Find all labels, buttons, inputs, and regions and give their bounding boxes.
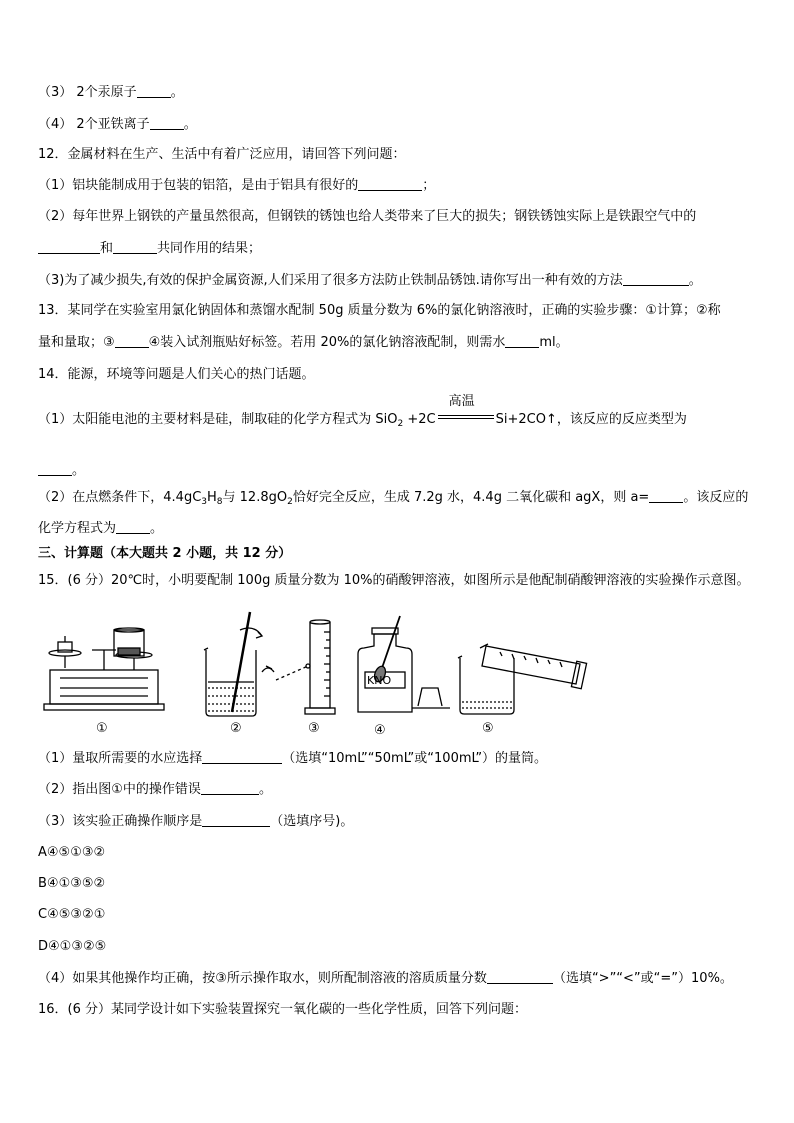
- answer-blank[interactable]: [113, 239, 157, 254]
- q12-stem: 12．金属材料在生产、生活中有着广泛应用，请回答下列问题：: [38, 147, 406, 162]
- q12-2a: （2）每年世界上钢铁的产量虽然很高，但钢铁的锈蚀也给人类带来了巨大的损失；钢铁锈蚀实际上是铁跟空气中的: [38, 209, 697, 224]
- fig-label-3: ③: [308, 721, 320, 736]
- fig-label-5: ⑤: [482, 721, 494, 736]
- q14-2b: 化学方程式为 。: [38, 521, 164, 536]
- answer-blank[interactable]: [487, 969, 553, 984]
- q15-stem: 15．(6 分）20℃时，小明要配制 100g 质量分数为 10%的硝酸钾溶液，如图所示是他配制硝酸钾溶液的实验操作示意图。: [38, 573, 750, 588]
- q15-3: （3）该实验正确操作顺序是 （选填序号)。: [38, 814, 354, 829]
- answer-blank[interactable]: [150, 115, 184, 130]
- q12-3: （3)为了减少损失,有效的保护金属资源,人们采用了很多方法防止铁制品锈蚀.请你写出一种有效的方法 。: [38, 273, 702, 288]
- answer-blank[interactable]: [202, 749, 282, 764]
- option-d[interactable]: D④①③②⑤: [38, 939, 107, 954]
- lab-procedure-figure: [40, 608, 600, 738]
- answer-blank[interactable]: [115, 333, 149, 348]
- q14-1: （1）太阳能电池的主要材料是硅，制取硅的化学方程式为 SiO$_2$ +2C 高温 Si+2CO↑，该反应的反应类型为: [38, 394, 687, 429]
- answer-blank[interactable]: [201, 780, 259, 795]
- answer-blank[interactable]: [38, 461, 72, 476]
- answer-blank[interactable]: [358, 176, 422, 191]
- fig-label-1: ①: [96, 721, 108, 736]
- fig-label-4: ④: [374, 723, 386, 738]
- q13-a: 13．某同学在实验室用氯化钠固体和蒸馏水配制 50g 质量分数为 6%的氯化钠溶液时，正确的实验步骤：①计算；②称: [38, 303, 721, 318]
- answer-blank[interactable]: [649, 488, 683, 503]
- q16-stem: 16．(6 分）某同学设计如下实验装置探究一氧化碳的一些化学性质，回答下列问题：: [38, 1002, 528, 1017]
- q12-2b: 和 共同作用的结果；: [38, 239, 261, 258]
- bottle-label: KNO: [367, 674, 392, 687]
- answer-blank[interactable]: [38, 239, 100, 254]
- q13-b: 量和量取；③ ④装入试剂瓶贴好标签。若用 20%的氯化钠溶液配制，则需水 ml。: [38, 335, 569, 350]
- answer-blank[interactable]: [623, 271, 689, 286]
- option-c[interactable]: C④⑤③②①: [38, 907, 106, 922]
- q14-2a: （2）在点燃条件下，$4.4gC_3H_8$与 $12.8gO_2$恰好完全反应，生成 7.2g 水，4.4g 二氧化碳和 agX，则 a= 。该反应的: [38, 490, 749, 507]
- beaker-stirring-icon: [204, 612, 310, 716]
- q11-3: （3） 2个汞原子 。: [38, 85, 184, 100]
- measuring-cylinder-icon: [305, 620, 335, 714]
- option-b[interactable]: B④①③⑤②: [38, 876, 106, 891]
- reaction-condition: 高温: [448, 394, 475, 409]
- q15-4: （4）如果其他操作均正确，按③所示操作取水，则所配制溶液的溶质质量分数 （选填“>”“<”或“=”）10%。: [38, 971, 733, 986]
- reagent-bottle-icon: [358, 616, 450, 712]
- answer-blank[interactable]: [116, 519, 150, 534]
- reaction-arrow: [436, 394, 496, 425]
- section-heading: 三、计算题（本大题共 2 小题，共 12 分）: [38, 546, 292, 561]
- q12-1: （1）铝块能制成用于包装的铝箔，是由于铝具有很好的 ；: [38, 178, 436, 193]
- answer-blank[interactable]: [505, 333, 539, 348]
- q15-2: （2）指出图①中的操作错误 。: [38, 782, 272, 797]
- q14-stem: 14．能源，环境等问题是人们关心的热门话题。: [38, 367, 315, 382]
- answer-blank[interactable]: [137, 83, 171, 98]
- answer-blank[interactable]: [202, 812, 270, 827]
- balance-icon: [44, 628, 164, 710]
- option-a[interactable]: A④⑤①③②: [38, 845, 106, 860]
- q15-1: （1）量取所需要的水应选择 （选填“10mL”“50mL”或“100mL”）的量筒。: [38, 751, 548, 766]
- double-line: [438, 415, 494, 419]
- q11-4: （4） 2个亚铁离子 。: [38, 117, 197, 132]
- pouring-icon: [458, 644, 587, 714]
- fig-label-2: ②: [230, 721, 242, 736]
- q14-1-blank-line: 。: [38, 461, 85, 480]
